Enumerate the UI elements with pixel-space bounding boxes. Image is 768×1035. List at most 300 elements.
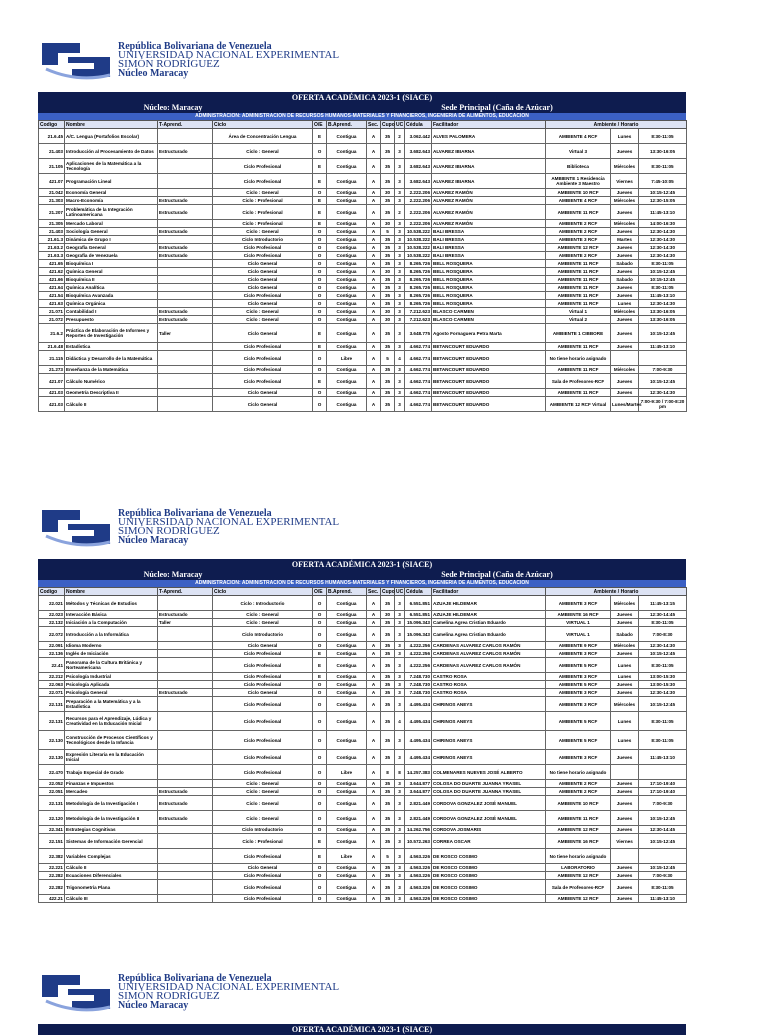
table-cell: Contigua (327, 872, 367, 880)
table-cell: 13:00-15:30 (639, 673, 687, 681)
table-cell: Sabado (611, 260, 639, 268)
table-cell: 421.07 (39, 174, 65, 189)
table-cell: 4.563.226 (405, 849, 432, 864)
table-row (39, 765, 687, 780)
table-cell: 7:00-8:30 (639, 627, 687, 642)
table-cell: Lunes (611, 129, 639, 144)
table-cell: 35 (381, 374, 395, 389)
table-cell: Contigua (327, 697, 367, 712)
table-cell: 3 (395, 236, 405, 244)
table-cell: 3.682.643 (405, 144, 432, 159)
table-cell: 8:30-11:05 (639, 159, 687, 174)
table-cell: A (367, 895, 381, 903)
table-cell: AMBIENTE 3 RCF (546, 236, 611, 244)
table-cell: O (313, 292, 327, 300)
table-cell: 35 (381, 834, 395, 849)
table-cell: Contigua (327, 681, 367, 689)
table-cell: E (313, 658, 327, 673)
table-cell: Contigua (327, 366, 367, 374)
table-cell (639, 351, 687, 366)
table-cell: O (313, 189, 327, 197)
column-header: Codigo (39, 588, 65, 596)
table-cell: Lunes (611, 658, 639, 673)
table-cell: 22.052 (39, 780, 65, 788)
table-cell: Ciclo Profesional (213, 750, 313, 765)
table-cell: Metodología de la Investigación II (65, 811, 158, 826)
table-cell: Ciclo : General (213, 144, 313, 159)
table-cell: Jueves (611, 189, 639, 197)
table-cell: Variables Complejas (65, 849, 158, 864)
offer-band (38, 559, 686, 587)
table-cell: 11:45-13:10 (639, 205, 687, 220)
table-cell: BETANCOURT EDUARDO (432, 343, 546, 351)
table-cell: 8.265.726 (405, 300, 432, 308)
table-row (39, 276, 687, 284)
page-header (38, 38, 686, 83)
table-cell: A (367, 343, 381, 351)
table-cell: 8:30-11:05 (639, 658, 687, 673)
table-cell: 30 (381, 316, 395, 324)
table-cell: Jueves (611, 324, 639, 343)
table-cell: 35 (381, 144, 395, 159)
table-cell: Ciclo General (213, 864, 313, 872)
table-cell: 7.248.730 (405, 673, 432, 681)
table-cell: Psicología General (65, 689, 158, 697)
table-cell: VIRTUAL 1 (546, 627, 611, 642)
table-cell: COLOSA DO DUARTE JUANNA YRASEL (432, 788, 546, 796)
table-cell: O (313, 268, 327, 276)
table-cell (158, 642, 213, 650)
table-cell: A (367, 681, 381, 689)
table-cell: A (367, 189, 381, 197)
unesr-logo-icon (38, 39, 114, 81)
table-cell: AMBIENTE 2 RCF (546, 228, 611, 236)
table-cell: AMBIENTE 3 RCF (546, 750, 611, 765)
table-cell: O (313, 880, 327, 895)
table-cell: 8:30-11:05 (639, 129, 687, 144)
table-cell: Ciclo Profesional (213, 681, 313, 689)
table-cell: 5 (381, 351, 395, 366)
table-cell: Camelina Agrea Cristian Eduardo (432, 619, 546, 627)
table-cell: O (313, 260, 327, 268)
table-cell: Miércoles (611, 197, 639, 205)
table-row (39, 780, 687, 788)
table-cell: O (313, 811, 327, 826)
table-cell: Bioquímica Avanzada (65, 292, 158, 300)
table-cell: 421.03 (39, 389, 65, 397)
table-cell: AMBIENTE 5 RCF (546, 658, 611, 673)
table-cell: Economía General (65, 189, 158, 197)
table-cell: 21.63.2 (39, 244, 65, 252)
table-cell: 17:10-19:40 (639, 780, 687, 788)
table-cell: Estructurado (158, 611, 213, 619)
table-cell (158, 880, 213, 895)
table-cell: Jueves (611, 864, 639, 872)
table-cell: 3.062.442 (405, 129, 432, 144)
table-cell: Contigua (327, 689, 367, 697)
table-cell: A (367, 619, 381, 627)
table-cell: Contigua (327, 788, 367, 796)
table-cell: Taller (158, 619, 213, 627)
table-cell: Química Orgánica (65, 300, 158, 308)
table-cell: 421.07 (39, 374, 65, 389)
table-row (39, 697, 687, 712)
table-cell: 3 (395, 642, 405, 650)
table-row (39, 673, 687, 681)
table-cell: AMBIENTE 11 RCF (546, 343, 611, 351)
table-cell: A (367, 642, 381, 650)
table-cell: 8:30-11:05 (639, 712, 687, 731)
table-cell: BELL ROSQUERA (432, 292, 546, 300)
table-row (39, 658, 687, 673)
table-cell: E (313, 205, 327, 220)
table-cell: AMBIENTE 3 RCF (546, 689, 611, 697)
table-cell: 22.130 (39, 731, 65, 750)
table-cell: Estructurado (158, 205, 213, 220)
table-cell: 2.821.449 (405, 811, 432, 826)
table-cell: Panorama de la Cultura Británica y Norteamericana (65, 658, 158, 673)
table-cell: Ciclo Profesional (213, 895, 313, 903)
table-row (39, 308, 687, 316)
table-cell: 3.682.643 (405, 159, 432, 174)
table-cell: Psicología Industrial (65, 673, 158, 681)
table-cell: Métodos y Técnicas de Estudios (65, 596, 158, 611)
table-cell: 22.071 (39, 689, 65, 697)
table-cell: BETANCOURT EDUARDO (432, 351, 546, 366)
table-cell: Ciclo : General (213, 611, 313, 619)
table-cell: AMBIENTE 11 RCF (546, 811, 611, 826)
table-row (39, 316, 687, 324)
table-cell: Contigua (327, 619, 367, 627)
table-cell: BETANCOURT EDUARDO (432, 374, 546, 389)
table-cell: 8:30-11:05 (639, 284, 687, 292)
table-cell: 3.644.877 (405, 780, 432, 788)
table-cell: ALVAREZ RAMÓN (432, 197, 546, 205)
table-cell: Contigua (327, 596, 367, 611)
table-cell: 12:30-14:30 (639, 389, 687, 397)
table-cell: Sala de Profesores-RCF (546, 880, 611, 895)
table-cell: Contigua (327, 750, 367, 765)
table-cell: AMBIENTE 11 RCF (546, 389, 611, 397)
column-header: Cédula (405, 588, 432, 596)
table-cell: 8.265.726 (405, 260, 432, 268)
table-cell: O (313, 864, 327, 872)
table-cell: Metodología de la Investigación I (65, 796, 158, 811)
column-header: Nombre (65, 588, 158, 596)
table-row (39, 788, 687, 796)
table-cell: 22.051 (39, 788, 65, 796)
table-cell: 21.403 (39, 144, 65, 159)
table-cell: 22.132 (39, 619, 65, 627)
table-cell (158, 351, 213, 366)
table-cell: 12:30-14:30 (639, 252, 687, 260)
table-cell: E (313, 849, 327, 864)
table-cell: 35 (381, 788, 395, 796)
table-cell: Trabajo Especial de Grado (65, 765, 158, 780)
table-cell: Idioma Moderno (65, 642, 158, 650)
table-cell: Contigua (327, 627, 367, 642)
table-cell: A (367, 650, 381, 658)
table-cell: A (367, 205, 381, 220)
table-cell: 35 (381, 650, 395, 658)
table-cell: AMBIENTE 10 RCF (546, 189, 611, 197)
table-cell: Jueves (611, 205, 639, 220)
table-row (39, 895, 687, 903)
table-cell: Jueves (611, 796, 639, 811)
table-row (39, 197, 687, 205)
table-cell: 4.563.226 (405, 872, 432, 880)
table-cell: Contigua (327, 236, 367, 244)
table-cell: Contigua (327, 228, 367, 236)
table-cell: 11:45-13:10 (639, 895, 687, 903)
table-cell: Lunes (611, 731, 639, 750)
table-row (39, 750, 687, 765)
table-cell: Miércoles (611, 697, 639, 712)
table-cell: Recursos para el Aprendizaje, Lúdica y Creatividad en la Educación Inicial (65, 712, 158, 731)
table-cell: Lunes (611, 712, 639, 731)
table-cell: 35 (381, 880, 395, 895)
table-cell: Virtual 1 (546, 308, 611, 316)
table-cell: Estrategias Cognitivas (65, 826, 158, 834)
table-cell: Estructurado (158, 252, 213, 260)
table-cell: 8:30-11:05 (639, 731, 687, 750)
table-cell: AMBIENTE 11 RCF (546, 300, 611, 308)
table-cell: E (313, 174, 327, 189)
table-cell: Jueves (611, 681, 639, 689)
table-cell: 7:00-9:30 / 7:00-8:20 pm (639, 397, 687, 412)
table-cell: Contigua (327, 144, 367, 159)
table-cell: 14:00-16:30 (639, 220, 687, 228)
table-cell: A/C. Lengua (Portafolios Escolar) (65, 129, 158, 144)
unesr-logo-icon (38, 971, 114, 1013)
table-cell: 11:45-13:10 (639, 292, 687, 300)
table-cell: 4.495.434 (405, 731, 432, 750)
table-cell: Introducción al Procesamiento de Datos (65, 144, 158, 159)
table-cell: Jueves (611, 689, 639, 697)
table-cell: E (313, 343, 327, 351)
table-cell: O (313, 300, 327, 308)
table-cell: O (313, 689, 327, 697)
table-cell: 35 (381, 596, 395, 611)
table-cell: Bioquímica I (65, 260, 158, 268)
table-cell: Preparación a la Matemática y a la Estadística (65, 697, 158, 712)
offer-title: OFERTA ACADÉMICA 2023-1 (SIACE) (291, 1025, 433, 1034)
column-header: Cupo (382, 121, 395, 128)
table-cell: Jueves (611, 228, 639, 236)
table-cell: Ciclo General (213, 389, 313, 397)
table-cell: Contigua (327, 159, 367, 174)
table-cell: AMBIENTE 16 RCF (546, 834, 611, 849)
table-cell: 14.257.383 (405, 765, 432, 780)
table-cell: Ciclo : General (213, 780, 313, 788)
table-cell (158, 834, 213, 849)
table-cell: 3 (395, 780, 405, 788)
table-cell: CORDOVA GONZALEZ JOSÉ MANUEL (432, 811, 546, 826)
table-cell: 22.131 (39, 712, 65, 731)
table-row (39, 159, 687, 174)
table-cell: 3 (395, 300, 405, 308)
table-cell: CASTRO ROSA (432, 673, 546, 681)
table-cell: 22.221 (39, 864, 65, 872)
table-cell: Introducción a la Informática (65, 627, 158, 642)
table-cell: No tiene horario asignado (546, 351, 611, 366)
table-cell: 10:15-12:45 (639, 268, 687, 276)
table-cell: 421.65 (39, 260, 65, 268)
table-cell: AMBIENTE 3 RCF (546, 673, 611, 681)
table-cell: Ciclo Profesional (213, 673, 313, 681)
table-cell: 11:45-13:10 (639, 750, 687, 765)
table-cell: 8.265.726 (405, 268, 432, 276)
sede-label: Sede Principal (Caña de Azúcar) (441, 103, 553, 112)
table-cell: O (313, 765, 327, 780)
table-cell: 35 (381, 197, 395, 205)
table-cell: 21.6.48 (39, 343, 65, 351)
column-header: T-Aprend. (158, 588, 213, 596)
table-cell: DE ROSCO COSIMO (432, 880, 546, 895)
table-row (39, 796, 687, 811)
table-cell: ALVAREZ RAMÓN (432, 220, 546, 228)
table-cell: Contigua (327, 374, 367, 389)
table-cell: Sala de Profesores-RCF (546, 374, 611, 389)
table-cell: 3 (395, 276, 405, 284)
table-cell: 7.212.623 (405, 308, 432, 316)
table-cell: BELL ROSQUERA (432, 276, 546, 284)
offer-title: OFERTA ACADÉMICA 2023-1 (SIACE) (291, 93, 433, 102)
table-cell: E (313, 374, 327, 389)
table-cell: 35 (381, 689, 395, 697)
table-cell: Ciclo General (213, 268, 313, 276)
table-cell: Lunes/Martes (611, 397, 639, 412)
table-cell: E (313, 197, 327, 205)
table-cell: AMBIENTE 9 RCF (546, 642, 611, 650)
table-cell: AMBIENTE 1 Residencia Ambiente 3 Maestro (546, 174, 611, 189)
table-cell: Miércoles (611, 366, 639, 374)
table-cell: 22.021 (39, 596, 65, 611)
offer-subtitle (38, 570, 686, 580)
table-cell: 3 (395, 880, 405, 895)
table-cell: 4.662.774 (405, 397, 432, 412)
table-row (39, 300, 687, 308)
table-cell: 11:45-13:15 (639, 596, 687, 611)
table-cell: A (367, 268, 381, 276)
table-cell: 30 (381, 308, 395, 316)
table-cell: Contabilidad I (65, 308, 158, 316)
table-cell: 8:30-11:05 (639, 619, 687, 627)
table-cell: 14.262.756 (405, 826, 432, 834)
table-row (39, 284, 687, 292)
table-row (39, 351, 687, 366)
table-cell: Miércoles (611, 308, 639, 316)
table-cell: 35 (381, 642, 395, 650)
table-row (39, 268, 687, 276)
column-header: B.Aprend. (327, 588, 367, 596)
table-cell: Jueves (611, 343, 639, 351)
table-cell (158, 129, 213, 144)
table-cell: A (367, 788, 381, 796)
table-cell: O (313, 681, 327, 689)
table-cell: Jueves (611, 611, 639, 619)
table-cell: Estadística (65, 343, 158, 351)
table-cell: Mercado Laboral (65, 220, 158, 228)
table-cell: Biblioteca (546, 159, 611, 174)
table-cell: 22.151 (39, 834, 65, 849)
table-cell: 10:15-12:45 (639, 650, 687, 658)
table-cell: BALI BRESSA (432, 252, 546, 260)
table-cell: Contigua (327, 650, 367, 658)
table-row (39, 343, 687, 351)
table-cell: Ciclo Profesional (213, 712, 313, 731)
table-cell: A (367, 880, 381, 895)
table-cell: 35 (381, 343, 395, 351)
table-cell: 35 (381, 673, 395, 681)
table-cell: A (367, 284, 381, 292)
table-cell: 7:00-9:30 (639, 796, 687, 811)
table-row (39, 236, 687, 244)
table-cell: 3 (395, 796, 405, 811)
table-cell: Ciclo Profesional (213, 351, 313, 366)
table-cell: O (313, 627, 327, 642)
table-cell: Jueves (611, 788, 639, 796)
table-cell: Ciclo General (213, 300, 313, 308)
table-cell: 35 (381, 284, 395, 292)
table-cell: 22.382 (39, 849, 65, 864)
table-cell: Ciclo : Profesional (213, 197, 313, 205)
table-cell: Jueves (611, 252, 639, 260)
table-cell: AMBIENTE 2 RCF (546, 788, 611, 796)
table-cell (611, 849, 639, 864)
header-line4: Núcleo Maracay (118, 68, 189, 79)
table-cell: Química General (65, 268, 158, 276)
table-cell: Ciclo : General (213, 788, 313, 796)
table-cell: VIRTUAL 1 (546, 619, 611, 627)
table-cell: Contigua (327, 129, 367, 144)
table-cell: 3 (395, 834, 405, 849)
table-cell: 3 (395, 228, 405, 236)
table-row (39, 619, 687, 627)
table-cell: Libre (327, 849, 367, 864)
table-row (39, 389, 687, 397)
table-cell: 17:10-19:40 (639, 788, 687, 796)
table-cell (158, 268, 213, 276)
table-cell: 13:30-16:05 (639, 144, 687, 159)
table-cell: O (313, 389, 327, 397)
table-row (39, 826, 687, 834)
table-cell: 35 (381, 324, 395, 343)
table-cell (158, 750, 213, 765)
table-cell: Estructurado (158, 308, 213, 316)
table-cell: 15.096.343 (405, 627, 432, 642)
table-cell: 35 (381, 276, 395, 284)
table-cell: 3 (395, 658, 405, 673)
table-cell: ALVAREZ RAMÓN (432, 205, 546, 220)
table-cell: 3 (395, 174, 405, 189)
table-cell: Ciclo : General (213, 316, 313, 324)
table-cell: O (313, 397, 327, 412)
table-cell: DE ROSCO COSIMO (432, 849, 546, 864)
table-cell: Jueves (611, 650, 639, 658)
offer-band (38, 92, 686, 120)
table-cell: Contigua (327, 611, 367, 619)
header-line2: UNIVERSIDAD NACIONAL EXPERIMENTAL (118, 981, 340, 993)
table-cell: Estructurado (158, 244, 213, 252)
table-cell (158, 650, 213, 658)
table-cell: Jueves (611, 811, 639, 826)
table-cell: 35 (381, 129, 395, 144)
table-cell: Contigua (327, 292, 367, 300)
table-cell: A (367, 627, 381, 642)
table-cell: 6.551.851 (405, 596, 432, 611)
table-cell: DE ROSCO COSIMO (432, 864, 546, 872)
